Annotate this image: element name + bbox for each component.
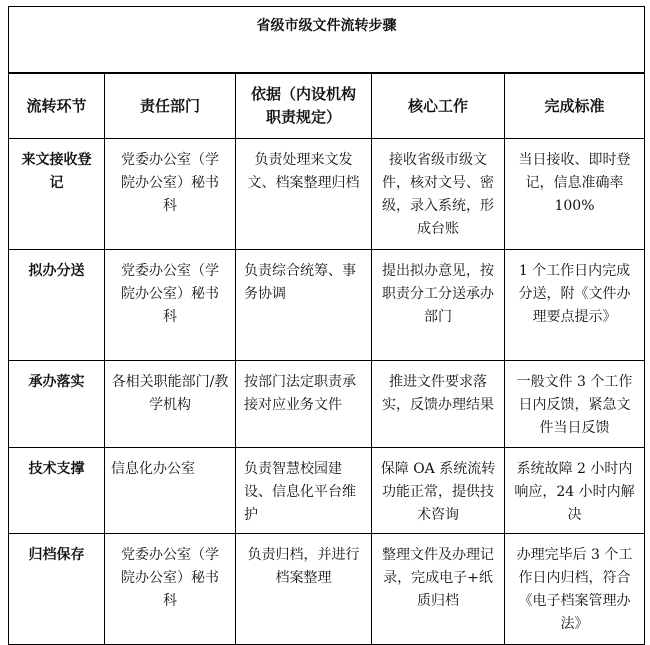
row-basis: 负责智慧校园建设、信息化平台维护 [236,448,372,534]
row-department: 各相关职能部门/教学机构 [105,361,236,448]
row-basis: 负责综合统筹、事务协调 [236,250,372,361]
row-standard: 一般文件 3 个工作日内反馈，紧急文件当日反馈 [505,361,645,448]
header-standard: 完成标准 [505,73,645,139]
row-basis: 负责处理来文发文、档案整理归档 [236,139,372,250]
header-row [9,73,645,139]
row-core-work: 整理文件及办理记录，完成电子+纸质归档 [372,534,505,645]
row-standard: 系统故障 2 小时内响应，24 小时内解决 [505,448,645,534]
row-stage: 来文接收登记 [9,139,105,250]
row-basis: 按部门法定职责承接对应业务文件 [236,361,372,448]
table-row [9,361,645,448]
table-row [9,139,645,250]
row-basis: 负责归档，并进行档案整理 [236,534,372,645]
header-stage: 流转环节 [9,73,105,139]
row-department: 党委办公室（学院办公室）秘书科 [105,534,236,645]
row-core-work: 接收省级市级文件，核对文号、密级，录入系统，形成台账 [372,139,505,250]
row-stage: 拟办分送 [9,250,105,361]
table-row [9,534,645,645]
header-core-work: 核心工作 [372,73,505,139]
row-department: 信息化办公室 [105,448,236,534]
row-stage: 承办落实 [9,361,105,448]
row-core-work: 推进文件要求落实，反馈办理结果 [372,361,505,448]
table-title: 省级市级文件流转步骤 [9,7,645,74]
row-core-work: 提出拟办意见，按职责分工分送承办部门 [372,250,505,361]
table-row [9,250,645,361]
flow-steps-table [8,6,645,645]
row-standard: 办理完毕后 3 个工作日内归档，符合《电子档案管理办法》 [505,534,645,645]
row-standard: 当日接收、即时登记，信息准确率 100% [505,139,645,250]
header-basis: 依据（内设机构职责规定） [236,73,372,139]
row-stage: 归档保存 [9,534,105,645]
row-department: 党委办公室（学院办公室）秘书科 [105,250,236,361]
row-department: 党委办公室（学院办公室）秘书科 [105,139,236,250]
table-row [9,448,645,534]
row-core-work: 保障 OA 系统流转功能正常，提供技术咨询 [372,448,505,534]
row-standard: 1 个工作日内完成分送，附《文件办理要点提示》 [505,250,645,361]
header-department: 责任部门 [105,73,236,139]
row-stage: 技术支撑 [9,448,105,534]
